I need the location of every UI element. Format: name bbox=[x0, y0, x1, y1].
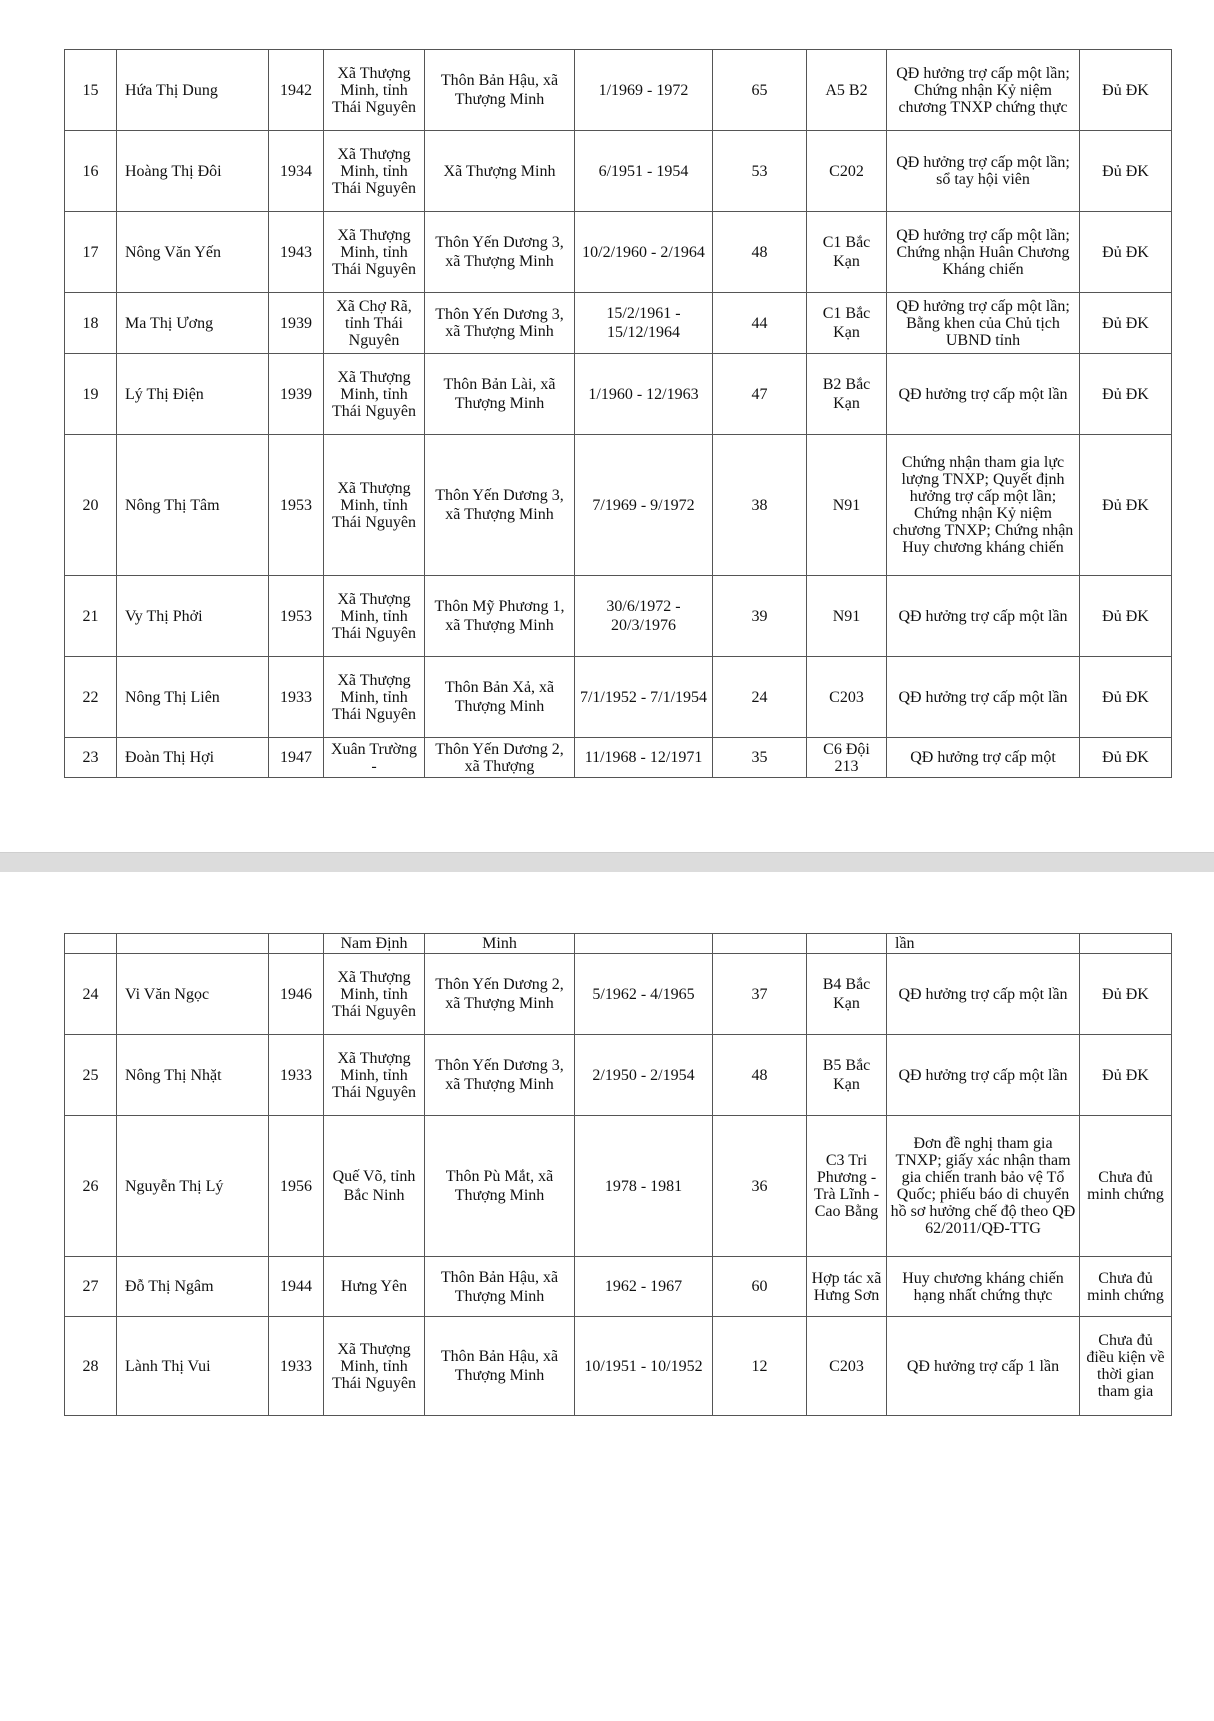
service-period: 5/1962 - 4/1965 bbox=[575, 954, 713, 1035]
result-status: Đủ ĐK bbox=[1080, 354, 1172, 435]
hometown: Xã Thượng Minh, tỉnh Thái Nguyên bbox=[324, 50, 425, 131]
person-name: Ma Thị Ương bbox=[117, 293, 269, 354]
row-number: 21 bbox=[65, 576, 117, 657]
service-period: 1978 - 1981 bbox=[575, 1116, 713, 1257]
table-row bbox=[65, 50, 1172, 131]
row-number: 17 bbox=[65, 212, 117, 293]
age-value: 36 bbox=[713, 1116, 807, 1257]
unit: C6 Đội 213 bbox=[807, 738, 887, 778]
records-table-page-2 bbox=[64, 933, 1172, 1416]
row-number: 25 bbox=[65, 1035, 117, 1116]
age-value: 60 bbox=[713, 1257, 807, 1317]
person-name: Nông Văn Yến bbox=[117, 212, 269, 293]
documents: QĐ hưởng trợ cấp một lần; Chứng nhận Huân Chương Kháng chiến bbox=[887, 212, 1080, 293]
documents: lần bbox=[887, 934, 1080, 954]
unit: B4 Bắc Kạn bbox=[807, 954, 887, 1035]
empty-cell bbox=[1080, 934, 1172, 954]
age-value: 44 bbox=[713, 293, 807, 354]
unit: C1 Bắc Kạn bbox=[807, 293, 887, 354]
person-name: Đỗ Thị Ngâm bbox=[117, 1257, 269, 1317]
service-period: 1962 - 1967 bbox=[575, 1257, 713, 1317]
residence: Xã Thượng Minh bbox=[425, 131, 575, 212]
residence: Thôn Yến Dương 2, xã Thượng Minh bbox=[425, 954, 575, 1035]
service-period: 15/2/1961 - 15/12/1964 bbox=[575, 293, 713, 354]
result-status: Đủ ĐK bbox=[1080, 657, 1172, 738]
residence: Minh bbox=[425, 934, 575, 954]
table-row bbox=[65, 1317, 1172, 1416]
service-period: 11/1968 - 12/1971 bbox=[575, 738, 713, 778]
birth-year: 1946 bbox=[269, 954, 324, 1035]
result-status: Đủ ĐK bbox=[1080, 954, 1172, 1035]
row-number: 27 bbox=[65, 1257, 117, 1317]
document-page-1 bbox=[0, 0, 1214, 852]
empty-cell bbox=[713, 934, 807, 954]
result-status: Đủ ĐK bbox=[1080, 293, 1172, 354]
service-period: 2/1950 - 2/1954 bbox=[575, 1035, 713, 1116]
person-name: Vi Văn Ngọc bbox=[117, 954, 269, 1035]
residence: Thôn Bản Xả, xã Thượng Minh bbox=[425, 657, 575, 738]
age-value: 24 bbox=[713, 657, 807, 738]
empty-cell bbox=[269, 934, 324, 954]
table-row bbox=[65, 131, 1172, 212]
residence: Thôn Yến Dương 3, xã Thượng Minh bbox=[425, 212, 575, 293]
result-status: Đủ ĐK bbox=[1080, 131, 1172, 212]
records-table-page-1 bbox=[64, 49, 1172, 778]
service-period: 30/6/1972 - 20/3/1976 bbox=[575, 576, 713, 657]
documents: QĐ hưởng trợ cấp một bbox=[887, 738, 1080, 778]
hometown: Xã Thượng Minh, tỉnh Thái Nguyên bbox=[324, 354, 425, 435]
person-name: Hoàng Thị Đôi bbox=[117, 131, 269, 212]
person-name: Đoàn Thị Hợi bbox=[117, 738, 269, 778]
table-row bbox=[65, 1257, 1172, 1317]
row-number: 23 bbox=[65, 738, 117, 778]
unit: B5 Bắc Kạn bbox=[807, 1035, 887, 1116]
row-number: 26 bbox=[65, 1116, 117, 1257]
age-value: 12 bbox=[713, 1317, 807, 1416]
hometown: Xã Thượng Minh, tỉnh Thái Nguyên bbox=[324, 435, 425, 576]
row-number: 24 bbox=[65, 954, 117, 1035]
documents: Chứng nhận tham gia lực lượng TNXP; Quyết định hưởng trợ cấp một lần; Chứng nhận Kỷ niệm chương TNXP; Chứng nhận Huy chương kháng chiến bbox=[887, 435, 1080, 576]
table-row bbox=[65, 657, 1172, 738]
table-row bbox=[65, 738, 1172, 778]
hometown: Hưng Yên bbox=[324, 1257, 425, 1317]
residence: Thôn Bản Hậu, xã Thượng Minh bbox=[425, 1317, 575, 1416]
hometown: Xã Thượng Minh, tỉnh Thái Nguyên bbox=[324, 954, 425, 1035]
service-period: 1/1960 - 12/1963 bbox=[575, 354, 713, 435]
person-name: Nông Thị Tâm bbox=[117, 435, 269, 576]
service-period: 7/1/1952 - 7/1/1954 bbox=[575, 657, 713, 738]
residence: Thôn Pù Mắt, xã Thượng Minh bbox=[425, 1116, 575, 1257]
birth-year: 1942 bbox=[269, 50, 324, 131]
birth-year: 1944 bbox=[269, 1257, 324, 1317]
empty-cell bbox=[117, 934, 269, 954]
person-name: Nguyễn Thị Lý bbox=[117, 1116, 269, 1257]
unit: Hợp tác xã Hưng Sơn bbox=[807, 1257, 887, 1317]
documents: Huy chương kháng chiến hạng nhất chứng thực bbox=[887, 1257, 1080, 1317]
table-row bbox=[65, 1035, 1172, 1116]
empty-cell bbox=[65, 934, 117, 954]
hometown: Xã Thượng Minh, tỉnh Thái Nguyên bbox=[324, 1317, 425, 1416]
unit: N91 bbox=[807, 576, 887, 657]
service-period: 10/2/1960 - 2/1964 bbox=[575, 212, 713, 293]
table-row bbox=[65, 435, 1172, 576]
hometown: Xã Thượng Minh, tỉnh Thái Nguyên bbox=[324, 1035, 425, 1116]
age-value: 39 bbox=[713, 576, 807, 657]
documents: QĐ hưởng trợ cấp một lần bbox=[887, 657, 1080, 738]
age-value: 53 bbox=[713, 131, 807, 212]
empty-cell bbox=[575, 934, 713, 954]
person-name: Nông Thị Liên bbox=[117, 657, 269, 738]
person-name: Vy Thị Phởi bbox=[117, 576, 269, 657]
result-status: Đủ ĐK bbox=[1080, 738, 1172, 778]
residence: Thôn Bản Hậu, xã Thượng Minh bbox=[425, 1257, 575, 1317]
documents: QĐ hưởng trợ cấp một lần bbox=[887, 954, 1080, 1035]
unit: C203 bbox=[807, 657, 887, 738]
hometown: Xã Thượng Minh, tỉnh Thái Nguyên bbox=[324, 131, 425, 212]
age-value: 37 bbox=[713, 954, 807, 1035]
table-row bbox=[65, 576, 1172, 657]
row-number: 28 bbox=[65, 1317, 117, 1416]
hometown: Nam Định bbox=[324, 934, 425, 954]
birth-year: 1933 bbox=[269, 1317, 324, 1416]
documents: Đơn đề nghị tham gia TNXP; giấy xác nhận tham gia chiến tranh bảo vệ Tổ Quốc; phiếu báo di chuyển hồ sơ hưởng chế độ theo QĐ 62/2011/QĐ-TTG bbox=[887, 1116, 1080, 1257]
age-value: 48 bbox=[713, 212, 807, 293]
service-period: 7/1969 - 9/1972 bbox=[575, 435, 713, 576]
table-row bbox=[65, 954, 1172, 1035]
birth-year: 1939 bbox=[269, 293, 324, 354]
age-value: 47 bbox=[713, 354, 807, 435]
empty-cell bbox=[807, 934, 887, 954]
birth-year: 1933 bbox=[269, 1035, 324, 1116]
documents: QĐ hưởng trợ cấp một lần; Bằng khen của Chủ tịch UBND tỉnh bbox=[887, 293, 1080, 354]
birth-year: 1939 bbox=[269, 354, 324, 435]
residence: Thôn Bản Lài, xã Thượng Minh bbox=[425, 354, 575, 435]
unit: C202 bbox=[807, 131, 887, 212]
result-status: Chưa đủ minh chứng bbox=[1080, 1116, 1172, 1257]
documents: QĐ hưởng trợ cấp một lần bbox=[887, 354, 1080, 435]
unit: C203 bbox=[807, 1317, 887, 1416]
birth-year: 1953 bbox=[269, 576, 324, 657]
residence: Thôn Yến Dương 3, xã Thượng Minh bbox=[425, 293, 575, 354]
row-number: 19 bbox=[65, 354, 117, 435]
table-row-continuation bbox=[65, 934, 1172, 954]
hometown: Xã Thượng Minh, tỉnh Thái Nguyên bbox=[324, 657, 425, 738]
hometown: Xã Thượng Minh, tỉnh Thái Nguyên bbox=[324, 212, 425, 293]
row-number: 15 bbox=[65, 50, 117, 131]
result-status: Đủ ĐK bbox=[1080, 435, 1172, 576]
table-row bbox=[65, 354, 1172, 435]
birth-year: 1956 bbox=[269, 1116, 324, 1257]
documents: QĐ hưởng trợ cấp một lần bbox=[887, 576, 1080, 657]
residence: Thôn Yến Dương 3, xã Thượng Minh bbox=[425, 435, 575, 576]
unit: C1 Bắc Kạn bbox=[807, 212, 887, 293]
row-number: 20 bbox=[65, 435, 117, 576]
page-separator bbox=[0, 852, 1214, 874]
age-value: 35 bbox=[713, 738, 807, 778]
birth-year: 1943 bbox=[269, 212, 324, 293]
age-value: 65 bbox=[713, 50, 807, 131]
row-number: 16 bbox=[65, 131, 117, 212]
result-status: Chưa đủ điều kiện về thời gian tham gia bbox=[1080, 1317, 1172, 1416]
residence: Thôn Mỹ Phương 1, xã Thượng Minh bbox=[425, 576, 575, 657]
documents: QĐ hưởng trợ cấp 1 lần bbox=[887, 1317, 1080, 1416]
table-row bbox=[65, 212, 1172, 293]
hometown: Xuân Trường - bbox=[324, 738, 425, 778]
row-number: 18 bbox=[65, 293, 117, 354]
unit: B2 Bắc Kạn bbox=[807, 354, 887, 435]
person-name: Lý Thị Điện bbox=[117, 354, 269, 435]
result-status: Đủ ĐK bbox=[1080, 50, 1172, 131]
residence: Thôn Bản Hậu, xã Thượng Minh bbox=[425, 50, 575, 131]
unit: A5 B2 bbox=[807, 50, 887, 131]
residence: Thôn Yến Dương 2, xã Thượng bbox=[425, 738, 575, 778]
person-name: Nông Thị Nhặt bbox=[117, 1035, 269, 1116]
birth-year: 1947 bbox=[269, 738, 324, 778]
service-period: 10/1951 - 10/1952 bbox=[575, 1317, 713, 1416]
documents: QĐ hưởng trợ cấp một lần; Chứng nhận Kỷ niệm chương TNXP chứng thực bbox=[887, 50, 1080, 131]
residence: Thôn Yến Dương 3, xã Thượng Minh bbox=[425, 1035, 575, 1116]
result-status: Chưa đủ minh chứng bbox=[1080, 1257, 1172, 1317]
documents: QĐ hưởng trợ cấp một lần; sổ tay hội viên bbox=[887, 131, 1080, 212]
unit: C3 Tri Phương - Trà Lĩnh - Cao Bằng bbox=[807, 1116, 887, 1257]
birth-year: 1953 bbox=[269, 435, 324, 576]
person-name: Hứa Thị Dung bbox=[117, 50, 269, 131]
table-row bbox=[65, 293, 1172, 354]
row-number: 22 bbox=[65, 657, 117, 738]
birth-year: 1933 bbox=[269, 657, 324, 738]
unit: N91 bbox=[807, 435, 887, 576]
document-page-2 bbox=[0, 872, 1214, 1721]
result-status: Đủ ĐK bbox=[1080, 1035, 1172, 1116]
hometown: Xã Chợ Rã, tỉnh Thái Nguyên bbox=[324, 293, 425, 354]
documents: QĐ hưởng trợ cấp một lần bbox=[887, 1035, 1080, 1116]
hometown: Quế Võ, tỉnh Bắc Ninh bbox=[324, 1116, 425, 1257]
person-name: Lành Thị Vui bbox=[117, 1317, 269, 1416]
age-value: 48 bbox=[713, 1035, 807, 1116]
hometown: Xã Thượng Minh, tỉnh Thái Nguyên bbox=[324, 576, 425, 657]
birth-year: 1934 bbox=[269, 131, 324, 212]
service-period: 6/1951 - 1954 bbox=[575, 131, 713, 212]
table-row bbox=[65, 1116, 1172, 1257]
age-value: 38 bbox=[713, 435, 807, 576]
service-period: 1/1969 - 1972 bbox=[575, 50, 713, 131]
result-status: Đủ ĐK bbox=[1080, 212, 1172, 293]
result-status: Đủ ĐK bbox=[1080, 576, 1172, 657]
